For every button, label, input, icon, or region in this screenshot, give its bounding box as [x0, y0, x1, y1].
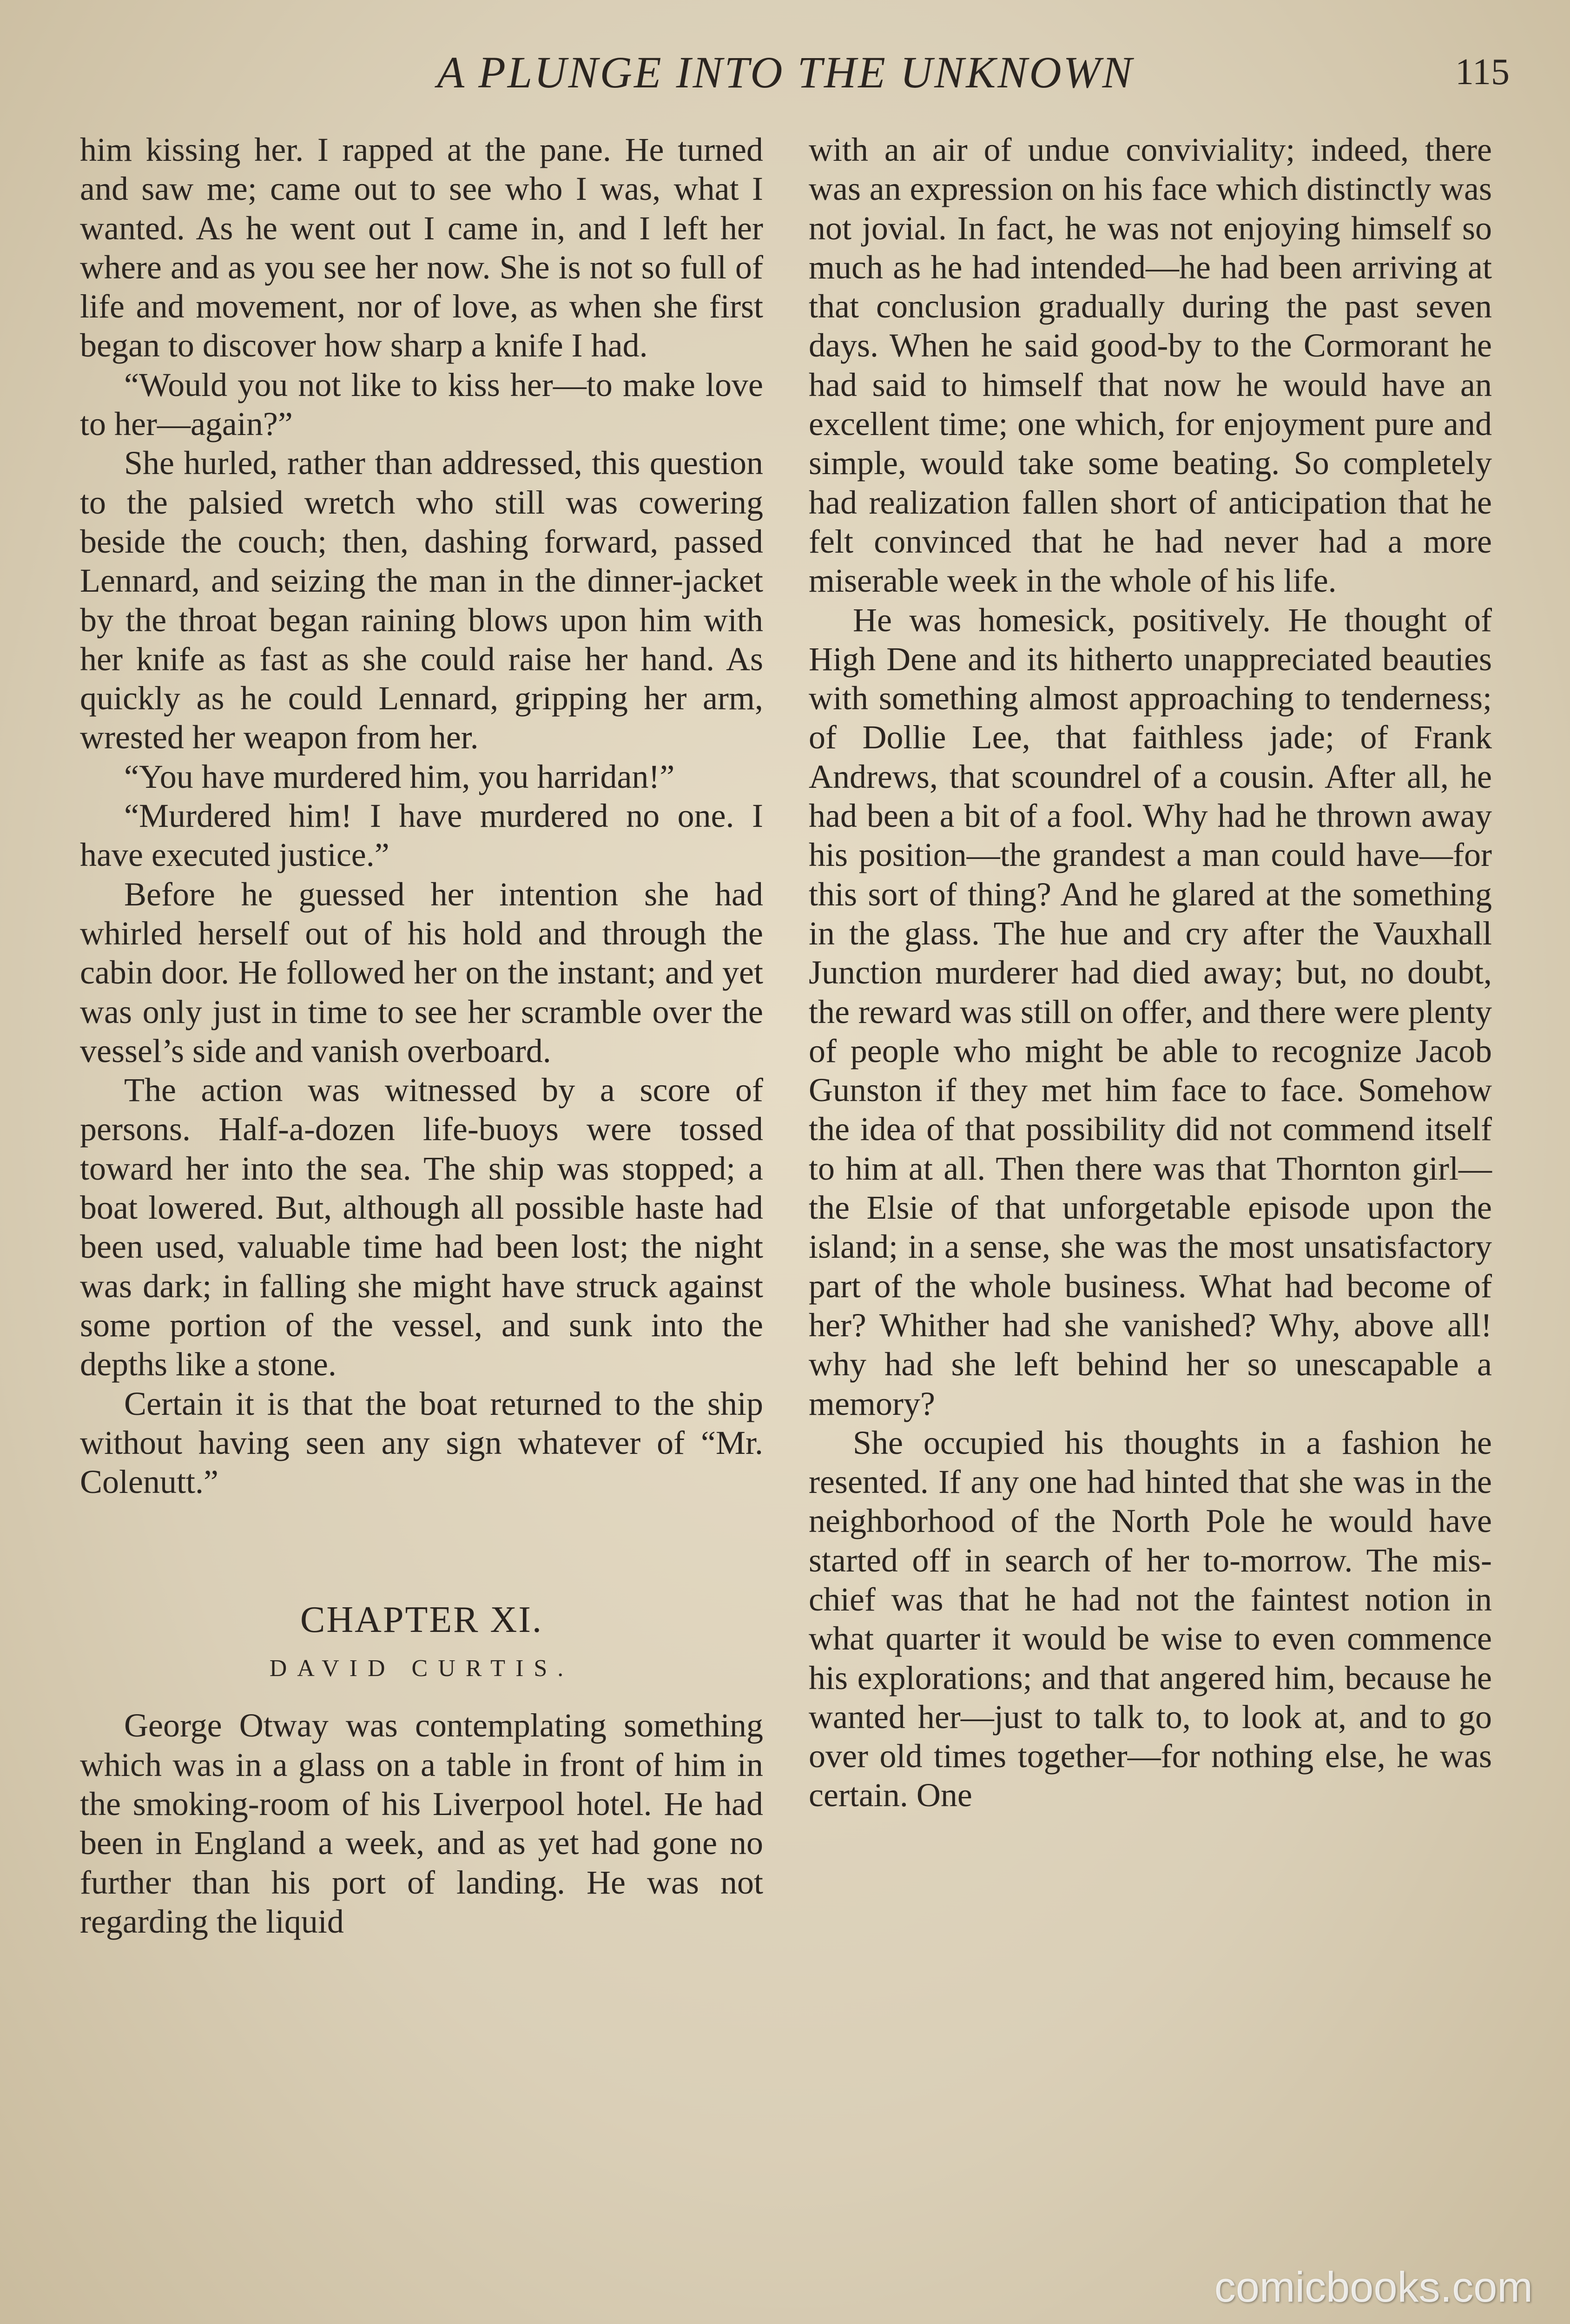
- watermark: comicbooks.com: [1214, 2264, 1533, 2311]
- paragraph: She hurled, rather than addressed, this question to the palsied wretch who still was cowering beside the couch; then, dashing forward, passed Lennard, and seizing the man in the dinner-jacket by the throat began raining blows upon him with her knife as fast as she could raise her hand. As quickly as he could Lennard, gripping her arm, wrested her weapon from her.: [80, 444, 763, 756]
- paragraph: The action was witnessed by a score of persons. Half-a-dozen life-buoys were tossed toward her into the sea. The ship was stopped; a boat lowered. But, although all possible haste had been used, valuable time had been lost; the night was dark; in falling she might have struck against some portion of the vessel, and sunk into the depths like a stone.: [80, 1071, 763, 1383]
- paragraph: He was homesick, positively. He thought of High Dene and its hitherto unappreciated beauties with something almost approaching to tenderness; of Dollie Lee, that faithless jade; of Frank Andrews, that scoundrel of a cousin. After all, he had been a bit of a fool. Why had he thrown away his position—the grandest a man could have—for this sort of thing? And he glared at the something in the glass. The hue and cry after the Vauxhall Junction murderer had died away; but, no doubt, the reward was still on offer, and there were plenty of people who might be able to recognize Jacob Gunston if they met him face to face. Somehow the idea of that possibility did not commend itself to him at all. Then there was that Thornton girl—the Elsie of that unforgetable episode upon the island; in a sense, she was the most unsatisfactory part of the whole business. What had become of her? Whither had she vanished? Why, above all! why had she left behind her so unescapable a memory?: [809, 601, 1492, 1422]
- paragraph: She occupied his thoughts in a fashion he resented. If any one had hinted that she was in the neighborhood of the North Pole he would have started off in search of her to-morrow. The mischief was that he had not the faintest notion in what quarter it would be wise to even commence his explorations; and that angered him, because he wanted her—just to talk to, to look at, and to go over old times together—for nothing else, he was certain. One: [809, 1424, 1492, 1814]
- chapter-subtitle: DAVID CURTIS.: [269, 1655, 574, 1682]
- page-number: 115: [1455, 52, 1510, 92]
- left-column: [80, 130, 763, 1941]
- page-header: [0, 46, 1570, 112]
- paragraph: “Would you not like to kiss her—to make love to her—again?”: [80, 366, 763, 443]
- paragraph: “Murdered him! I have murdered no one. I have executed justice.”: [80, 797, 763, 874]
- chapter-title: CHAPTER XI.: [300, 1599, 543, 1641]
- paragraph: George Otway was contemplating something which was in a glass on a table in front of him in the smoking-room of his Liverpool hotel. He had been in England a week, and as yet had gone no further than his port of landing. He was not regarding the liquid: [80, 1707, 763, 1940]
- paragraph: him kissing her. I rapped at the pane. He turned and saw me; came out to see who I was, what I wanted. As he went out I came in, and I left her where and as you see her now. She is not so full of life and movement, nor of love, as when she first began to discover how sharp a knife I had.: [80, 131, 763, 364]
- paragraph: “You have murdered him, you harridan!”: [124, 758, 675, 795]
- running-title: A PLUNGE INTO THE UNKNOWN: [437, 47, 1134, 97]
- paragraph: Certain it is that the boat returned to the ship without having seen any sign whatever of “Mr. Colenutt.”: [80, 1385, 763, 1501]
- chapter-heading: [80, 1594, 763, 1692]
- paragraph: Before he guessed her intention she had whirled herself out of his hold and through the cabin door. He followed her on the instant; and yet was only just in time to see her scramble over the vessel’s side and vanish overboard.: [80, 875, 763, 1070]
- right-column: [809, 130, 1492, 1815]
- paragraph: with an air of undue conviviality; indeed, there was an expression on his face which distinctly was not jovial. In fact, he was not enjoying himself so much as he had intended—he had been arriving at that conclusion gradually during the past seven days. When he said good-by to the Cormorant he had said to himself that now he would have an excellent time; one which, for enjoyment pure and simple, would take some beating. So completely had realization fallen short of anticipation that he felt convinced that he had never had a more miserable week in the whole of his life.: [809, 131, 1492, 600]
